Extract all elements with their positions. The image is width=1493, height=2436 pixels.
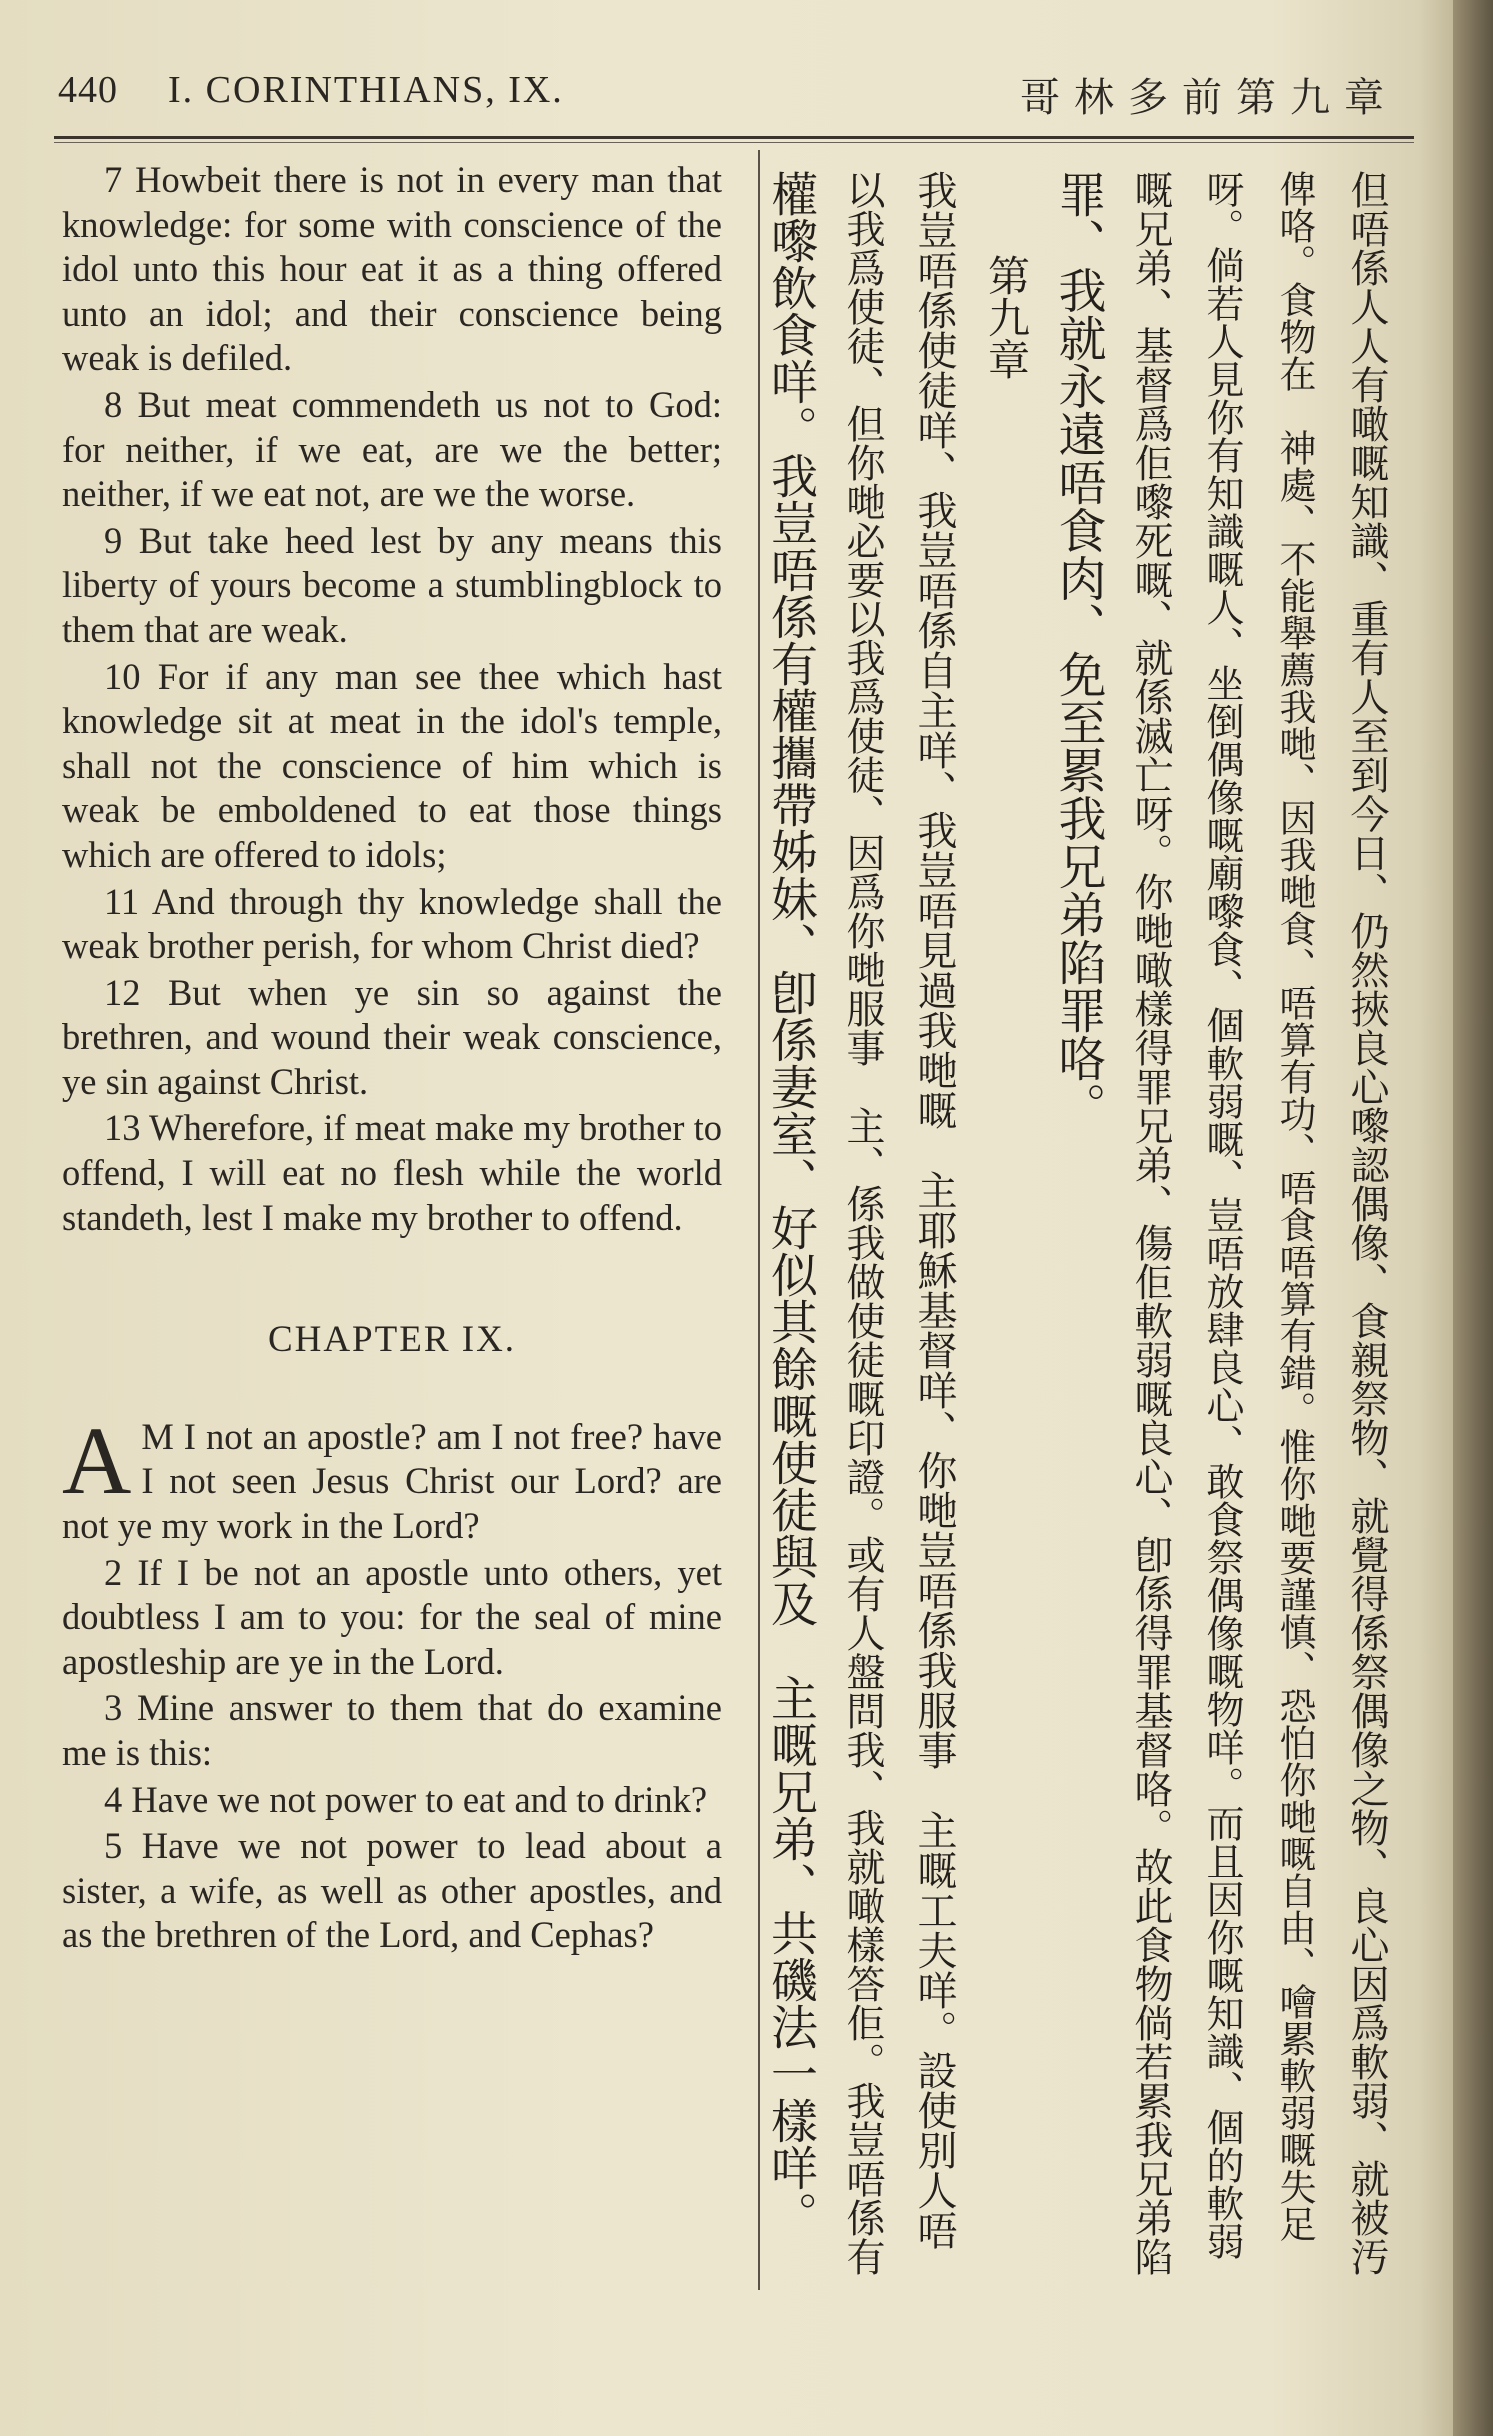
cjk-line-1: 但唔係人人有噉嘅知識、重有人至到今日、仍然挾良心嚟認偶像、食親祭物、就覺得係祭偶像之物、良心因爲軟弱、就被汚	[1344, 170, 1389, 2276]
verse-9-1: A M I not an apostle? am I not free? have I not seen Jesus Christ our Lord? are not ye my work in the Lord?	[62, 1406, 722, 1547]
running-header	[58, 62, 1398, 122]
running-title: I. CORINTHIANS, IX.	[168, 69, 564, 111]
cjk-line-7: 以我爲使徒、但你哋必要以我爲使徒、因爲你哋服事 主、係我做使徒嘅印證。或有人盤問我、我就噉樣答佢。我豈唔係有	[840, 170, 885, 2276]
cjk-line-4: 嘅兄弟、基督爲佢嚟死嘅、就係滅亡呀。你哋噉樣得罪兄弟、傷佢軟弱嘅良心、卽係得罪基督咯。故此食物倘若累我兄弟陷	[1128, 170, 1173, 2276]
cjk-line-8: 權嚟飲食咩。我豈唔係有權攜帶姊妹、卽係妻室、好似其餘嘅使徒與及 主嘅兄弟、共磯法一樣咩。	[763, 170, 818, 2238]
verse-8-11: 11 And through thy knowledge shall the weak brother perish, for whom Christ died?	[62, 880, 722, 967]
verse-9-5: 5 Have we not power to lead about a sister, a wife, as well as other apostles, and as the brethren of the Lord, and Cephas?	[62, 1825, 722, 1956]
book-spine-shadow	[1453, 0, 1493, 2436]
cjk-line-2: 俾咯。食物在 神處、不能舉薦我哋、因我哋食、唔算有功、唔食唔算有錯。惟你哋要謹慎、恐怕你哋嘅自由、噲累軟弱嘅失足	[1273, 170, 1316, 2242]
verse-9-2: 2 If I be not an apostle unto others, yet doubtless I am to you: for the seal of mine apostleship are ye in the Lord.	[62, 1551, 722, 1682]
verse-8-7: 7 Howbeit there is not in every man that knowledge: for some with conscience of the idol unto this hour eat it as a thing offered unto an idol; and their conscience being weak is defiled.	[62, 159, 723, 379]
verse-9-3: 3 Mine answer to them that do examine me is this:	[62, 1687, 723, 1773]
header-rule-thin	[54, 142, 1414, 143]
verse-8-12: 12 But when ye sin so against the brethren, and wound their weak conscience, ye sin against Christ.	[62, 971, 723, 1102]
page-number: 440	[58, 69, 118, 111]
cjk-line-5: 罪、我就永遠唔食肉、免至累我兄弟陷罪咯。	[1050, 170, 1106, 1130]
header-rule	[54, 136, 1414, 139]
drop-cap: A	[62, 1406, 132, 1514]
verse-8-13: 13 Wherefore, if meat make my brother to offend, I will eat no flesh while the world standeth, lest I make my brother to offend.	[62, 1107, 722, 1238]
english-column	[62, 158, 722, 1960]
cjk-running-title: 哥林多前第九章	[1020, 75, 1398, 121]
chapter-heading: CHAPTER IX.	[267, 1319, 517, 1361]
verse-8-9: 9 But take heed lest by any means this liberty of yours become a stumblingblock to them that are weak.	[62, 519, 722, 650]
verse-9-4: 4 Have we not power to eat and to drink?	[104, 1778, 708, 1820]
verse-8-10: 10 For if any man see thee which hast knowledge sit at meat in the idol's temple, shall not the conscience of him which is weak be emboldened to eat those things which are offered to idols;	[62, 655, 723, 875]
cjk-chapter-heading: 第九章	[982, 170, 1031, 380]
cjk-line-3: 呀。倘若人見你有知識嘅人、坐倒偶像嘅廟嚟食、個軟弱嘅、豈唔放肆良心、敢食祭偶像嘅物咩。而且因你嘅知識、個的軟弱	[1200, 170, 1244, 2260]
cantonese-column	[757, 170, 1397, 2290]
cjk-line-6: 我豈唔係使徒咩、我豈唔係自主咩、我豈唔見過我哋嘅 主耶穌基督咩、你哋豈唔係我服事 主嘅工夫咩。設使別人唔	[911, 170, 957, 2250]
verse-8-8: 8 But meat commendeth us not to God: for neither, if we eat, are we the better; neither, if we eat not, are we the worse.	[62, 383, 722, 515]
